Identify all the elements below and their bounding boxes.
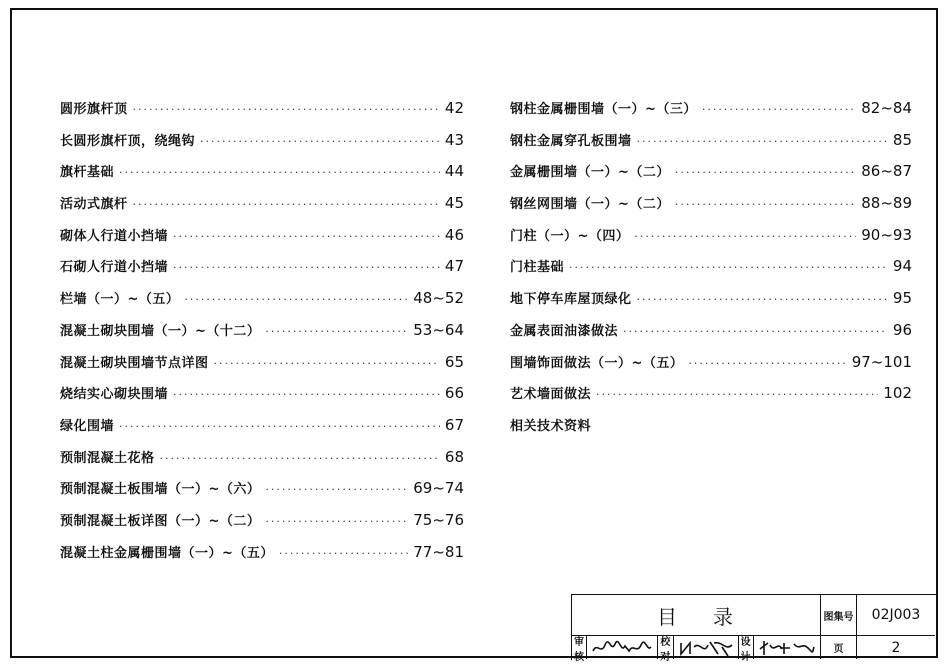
toc-left-column xyxy=(60,98,464,573)
toc-entry-title: 绿化围墙 xyxy=(60,418,115,434)
toc-leader-dots xyxy=(184,293,408,306)
toc-entry-page: 69~74 xyxy=(413,479,464,498)
toc-entry-page: 42 xyxy=(444,99,464,117)
toc-leader-dots xyxy=(133,198,440,211)
drawing-frame xyxy=(10,8,938,658)
toc-leader-dots xyxy=(133,103,440,116)
toc-entry-title: 活动式旗杆 xyxy=(60,197,128,213)
toc-entry-title: 门柱（一）~（四） xyxy=(510,228,630,244)
toc-entry-page: 96 xyxy=(892,320,912,339)
toc-entry-title: 长圆形旗杆顶，绕绳钩 xyxy=(60,133,196,149)
toc-entry xyxy=(60,383,464,415)
toc-entry xyxy=(60,130,464,162)
toc-entry-page: 66 xyxy=(444,384,464,403)
toc-leader-dots xyxy=(637,135,888,148)
toc-leader-dots xyxy=(702,103,856,116)
toc-entry-page: 65 xyxy=(444,352,464,371)
toc-leader-dots xyxy=(200,135,440,148)
toc-entry-title: 砌体人行道小挡墙 xyxy=(60,228,169,244)
review-label: 审核 xyxy=(572,636,587,659)
toc-entry-page: 67 xyxy=(444,415,464,434)
toc-entry-page: 45 xyxy=(444,194,464,213)
toc-entry-title: 混凝土柱金属栅围墙（一）~（五） xyxy=(60,545,274,561)
toc-entry-title: 钢丝网围墙（一）~（二） xyxy=(510,197,670,213)
toc-leader-dots xyxy=(675,166,856,179)
toc-entry xyxy=(60,542,464,574)
toc-leader-dots xyxy=(214,357,440,370)
toc-entry-page: 47 xyxy=(444,257,464,276)
toc-entry-title: 混凝土砌块围墙（一）~（十二） xyxy=(60,323,261,339)
toc-entry xyxy=(60,352,464,384)
toc-entry-page: 44 xyxy=(444,162,464,181)
toc-entry xyxy=(60,193,464,225)
toc-entry-title: 钢柱金属栅围墙（一）~（三） xyxy=(510,102,697,117)
toc-entry xyxy=(510,383,912,415)
toc-entry-title: 地下停车库屋顶绿化 xyxy=(510,292,632,308)
toc-leader-dots xyxy=(173,261,440,274)
toc-entry-title: 预制混凝土板详图（一）~（二） xyxy=(60,513,261,529)
toc-entry-page: 85 xyxy=(892,130,912,149)
toc-entry-page: 82~84 xyxy=(861,99,912,117)
atlas-number-label: 图集号 xyxy=(821,595,857,636)
toc-entry-page: 68 xyxy=(444,447,464,466)
toc-entry-title: 门柱基础 xyxy=(510,260,565,276)
toc-entry-page: 75~76 xyxy=(413,510,464,529)
page-label: 页 xyxy=(821,636,857,659)
toc-entry xyxy=(510,352,912,384)
toc-leader-dots xyxy=(173,230,440,243)
toc-entry-title: 金属栅围墙（一）~（二） xyxy=(510,165,670,181)
toc-entry xyxy=(510,320,912,352)
toc-entry xyxy=(510,256,912,288)
toc-entry xyxy=(60,98,464,130)
toc-entry xyxy=(60,161,464,193)
toc-leader-dots xyxy=(688,357,846,370)
toc-entry xyxy=(510,98,912,130)
toc-leader-dots xyxy=(637,293,888,306)
toc-entry xyxy=(60,510,464,542)
toc-entry-page: 86~87 xyxy=(861,162,912,181)
toc-leader-dots xyxy=(569,261,888,274)
toc-entry-title: 艺术墙面做法 xyxy=(510,387,592,403)
toc-entry-page: 77~81 xyxy=(413,542,464,561)
toc-leader-dots xyxy=(596,388,878,401)
toc-leader-dots xyxy=(160,452,440,465)
toc-entry-page: 43 xyxy=(444,130,464,149)
toc-leader-dots xyxy=(265,325,408,338)
toc-entry xyxy=(510,161,912,193)
toc-leader-dots xyxy=(675,198,856,211)
toc-entry xyxy=(510,288,912,320)
toc-entry-title: 烧结实心砌块围墙 xyxy=(60,387,169,403)
toc-entry-title: 围墙饰面做法（一）~（五） xyxy=(510,355,684,371)
toc-entry-title: 混凝土砌块围墙节点详图 xyxy=(60,355,209,371)
toc-entry-title: 钢柱金属穿孔板围墙 xyxy=(510,133,632,149)
toc-entry-page: 90~93 xyxy=(861,225,912,244)
toc-entry xyxy=(510,130,912,162)
toc-leader-dots xyxy=(173,388,440,401)
toc-entry-page: 94 xyxy=(892,257,912,276)
toc-entry xyxy=(60,225,464,257)
toc-entry-title: 圆形旗杆顶 xyxy=(60,102,128,117)
toc-entry-title: 金属表面油漆做法 xyxy=(510,323,619,339)
toc-entry xyxy=(510,225,912,257)
toc-entry xyxy=(60,447,464,479)
check-label: 校对 xyxy=(658,636,673,659)
toc-entry xyxy=(60,320,464,352)
toc-entry xyxy=(510,193,912,225)
designer-signature xyxy=(754,636,820,659)
toc-leader-dots xyxy=(623,325,888,338)
toc-entry-title: 栏墙（一）~（五） xyxy=(60,292,180,308)
toc-entry-title: 旗杆基础 xyxy=(60,165,115,181)
toc-entry-page: 48~52 xyxy=(413,289,464,308)
toc-entry-title: 石砌人行道小挡墙 xyxy=(60,260,169,276)
page-number: 2 xyxy=(891,639,901,656)
toc-entry-page: 97~101 xyxy=(851,352,912,371)
reviewer-signature xyxy=(587,636,658,659)
toc-entry-page: 53~64 xyxy=(413,320,464,339)
toc-leader-dots xyxy=(265,483,408,496)
toc-entry-page: 88~89 xyxy=(861,194,912,213)
signature-row xyxy=(572,636,821,663)
title-block xyxy=(571,594,936,663)
toc-entry-page: 46 xyxy=(444,225,464,244)
toc-entry xyxy=(60,415,464,447)
title-block-title: 目录 xyxy=(572,595,821,636)
atlas-number: 02J003 xyxy=(857,595,935,636)
toc-entry-title: 预制混凝土花格 xyxy=(60,450,155,466)
toc-entry xyxy=(60,288,464,320)
toc-leader-dots xyxy=(119,166,440,179)
toc-entry-title: 相关技术资料 xyxy=(510,418,592,434)
toc-entry-page: 102 xyxy=(883,384,912,403)
toc-entry-title: 预制混凝土板围墙（一）~（六） xyxy=(60,482,261,498)
toc-leader-dots xyxy=(634,230,856,243)
toc-leader-dots xyxy=(119,420,440,433)
toc-entry xyxy=(510,415,912,447)
checker-signature xyxy=(674,636,739,659)
toc-entry xyxy=(60,256,464,288)
toc-entry-page: 95 xyxy=(892,289,912,308)
design-label: 设计 xyxy=(739,636,754,659)
toc-leader-dots xyxy=(279,547,408,560)
toc-leader-dots xyxy=(265,515,408,528)
toc-right-column xyxy=(510,98,912,447)
toc-entry xyxy=(60,478,464,510)
